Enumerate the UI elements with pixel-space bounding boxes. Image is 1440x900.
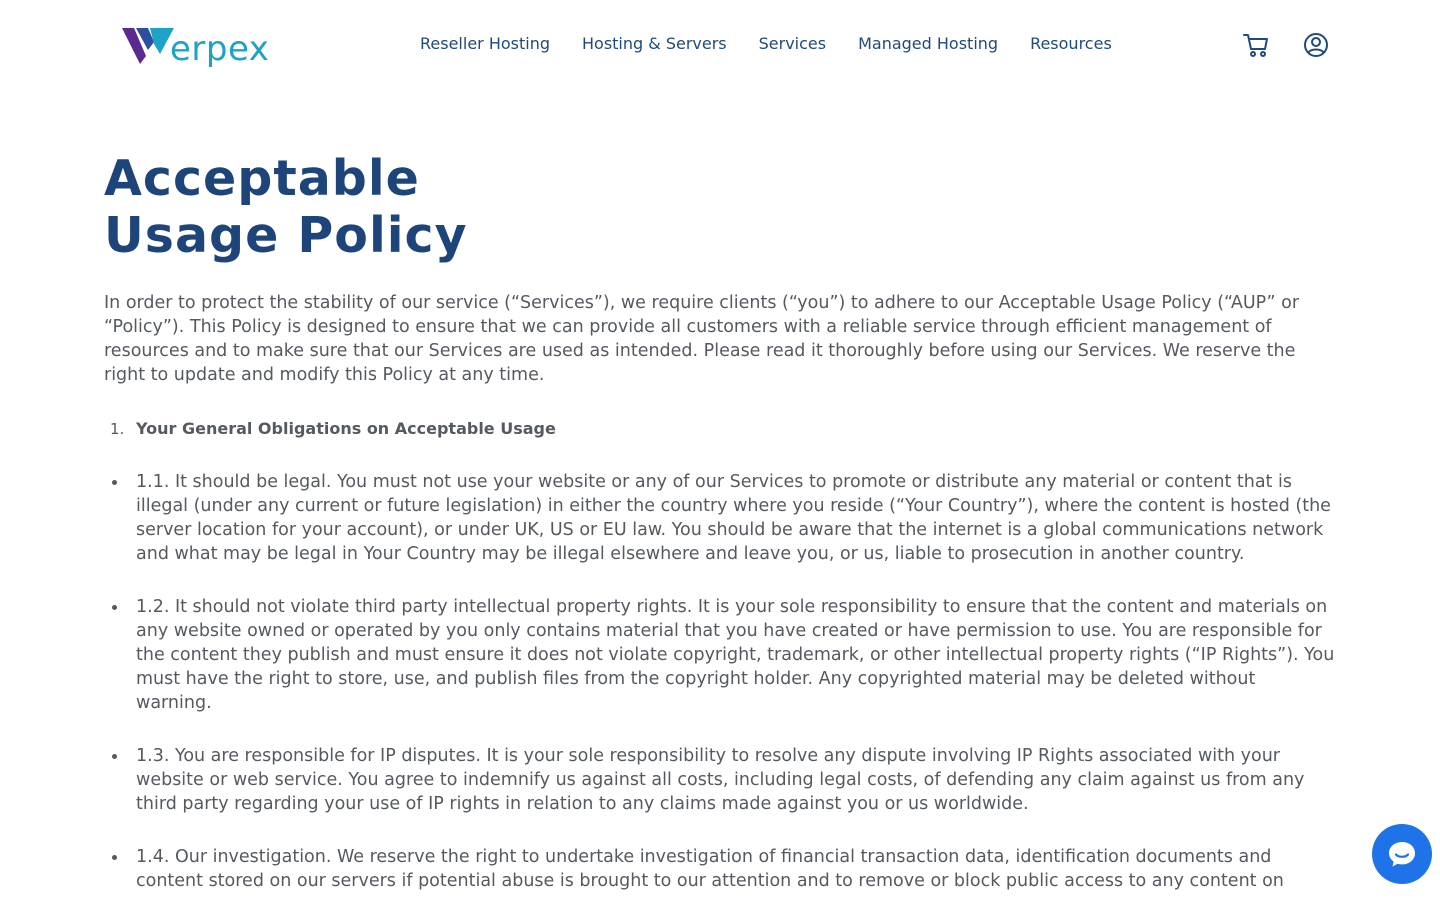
nav-services[interactable]: Services xyxy=(758,34,827,53)
bullet-dot xyxy=(112,480,117,485)
policy-item xyxy=(104,744,1336,816)
page-title-line1: Acceptable xyxy=(104,150,420,207)
policy-item xyxy=(104,845,1336,893)
policy-item-text: 1.3. You are responsible for IP disputes. It is your sole responsibility to resolve any dispute involving IP Rights associated with your website or web service. You agree to indemnify us against all costs, including legal costs, of defending any claim against us from any third party regarding your use of IP rights in relation to any claims made against you or us worldwide. xyxy=(136,746,1305,814)
page-title-line2: Usage Policy xyxy=(104,207,468,264)
site-header xyxy=(0,0,1440,90)
bullet-dot xyxy=(112,605,117,610)
nav-hosting-servers[interactable]: Hosting & Servers xyxy=(582,34,727,53)
section-heading xyxy=(104,417,1336,441)
policy-content xyxy=(104,150,1336,893)
policy-item-text: 1.2. It should not violate third party intellectual property rights. It is your sole responsibility to ensure that the content and materials on any website owned or operated by you only contains material that you have created or have permission to use. You are responsible for the content they publish and must ensure it does not violate copyright, trademark, or other intellectual property rights (“IP Rights”). You must have the right to store, use, and publish files from the copyright holder. Any copyrighted material may be deleted without warning. xyxy=(136,597,1335,713)
policy-bullet-list xyxy=(104,470,1336,893)
logo-v-mark-icon xyxy=(120,24,176,68)
bullet-dot xyxy=(112,754,117,759)
user-account-icon[interactable] xyxy=(1302,31,1330,59)
nav-managed-hosting[interactable]: Managed Hosting xyxy=(858,34,999,53)
policy-item-text: 1.1. It should be legal. You must not use your website or any of our Services to promote or distribute any material or content that is illegal (under any current or future legislation) in either the country where you reside (“Your Country”), where the content is hosted (the server location for your account), or under UK, US or EU law. You should be aware that the internet is a global communications network and what may be legal in Your Country may be illegal elsewhere and leave you, or us, liable to prosecution in another country. xyxy=(136,472,1331,564)
chat-bubble-icon xyxy=(1385,837,1419,871)
section-number: 1. xyxy=(110,420,125,438)
intro-paragraph: In order to protect the stability of our service (“Services”), we require clients (“you”) to adhere to our Acceptable Usage Policy (“AUP” or “Policy”). This Policy is designed to ensure that we can provide all customers with a reliable service through efficient management of resources and to make sure that our Services are used as intended. Please read it thoroughly before using our Services. We reserve the right to update and modify this Policy at any time. xyxy=(104,293,1300,385)
policy-item xyxy=(104,470,1336,566)
main-nav xyxy=(420,34,1112,54)
nav-resources[interactable]: Resources xyxy=(1030,34,1112,53)
bullet-dot xyxy=(112,855,117,860)
policy-item xyxy=(104,595,1336,715)
page-title xyxy=(104,150,1336,264)
policy-item-text: 1.4. Our investigation. We reserve the right to undertake investigation of financial transaction data, identification documents and content stored on our servers if potential abuse is brought to our attention and to remove or block public access to any content on xyxy=(136,847,1284,891)
logo-text: erpex xyxy=(170,29,270,69)
live-chat-button[interactable] xyxy=(1372,824,1432,884)
verpex-logo[interactable] xyxy=(120,20,269,68)
nav-reseller-hosting[interactable]: Reseller Hosting xyxy=(420,34,550,53)
cart-icon[interactable] xyxy=(1242,31,1270,59)
section-title: Your General Obligations on Acceptable Usage xyxy=(136,419,556,438)
